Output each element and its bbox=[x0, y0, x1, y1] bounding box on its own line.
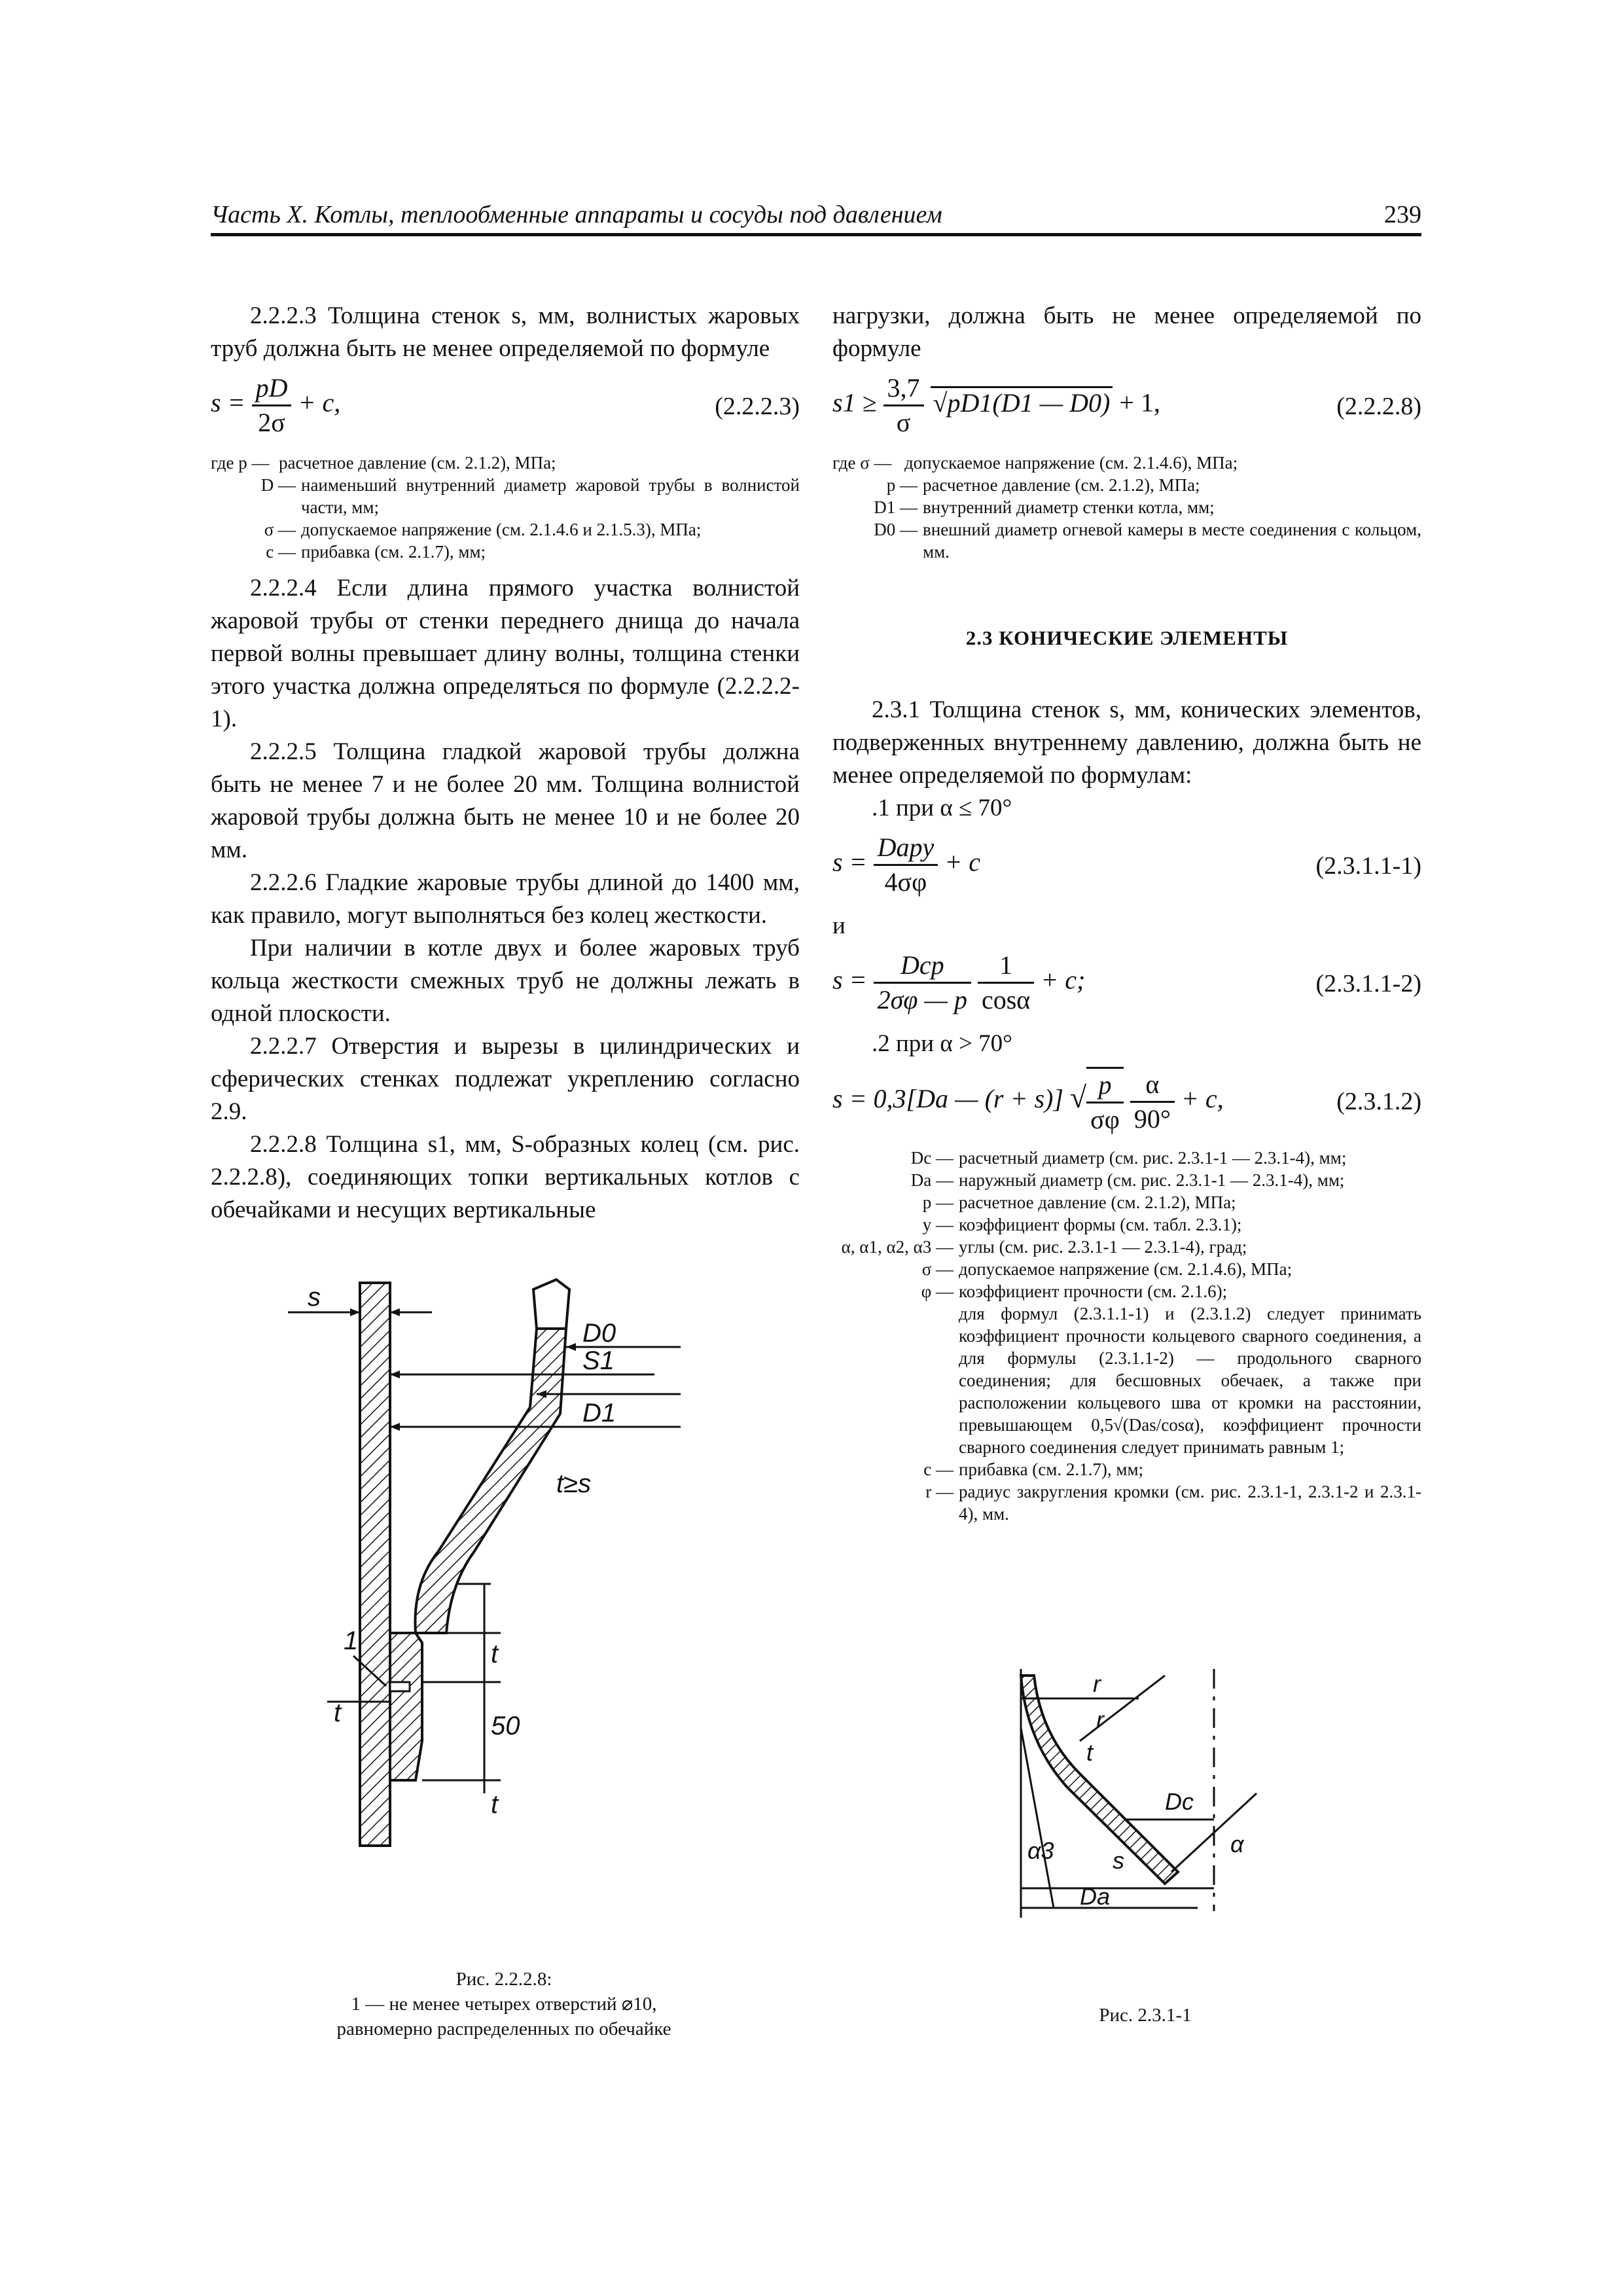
section-heading: 2.3 КОНИЧЕСКИЕ ЭЛЕМЕНТЫ bbox=[965, 626, 1289, 649]
formula-2-3-1-1-2: s = $\frac{\text{Dcp}}{2\sigma\varphi — p}$ $\frac{1}{\cos\alpha}$ + c; (2.3.1.1-2) bbox=[832, 950, 1421, 1014]
label-s: s bbox=[308, 1283, 321, 1312]
label-r-diag: r bbox=[1096, 1706, 1104, 1733]
label-dc: Dc bbox=[1165, 1788, 1194, 1815]
formula-2-3-1-1-1: s = $\frac{\text{Dapy}}{4\sigma\varphi}$ + c (2.3.1.1-1) bbox=[832, 833, 1421, 897]
figure-2-3-1-1 bbox=[982, 1662, 1289, 1924]
para-2-2-2-7: 2.2.2.7 Отверстия и вырезы в цилиндрических и сферических стенках подлежат укреплению согласно 2.9. bbox=[211, 1033, 800, 1125]
label-s: s bbox=[1113, 1847, 1124, 1874]
definitions-list bbox=[211, 452, 800, 563]
formula-number: (2.2.2.3) bbox=[715, 393, 800, 420]
para-2-2-2-6: 2.2.2.6 Гладкие жаровые трубы длиной до 1400 мм, как правило, могут выполняться без колец жесткости. bbox=[211, 869, 800, 929]
case-2: .2 при α > 70° bbox=[872, 1030, 1012, 1057]
definition-item: D — наименьший внутренний диаметр жаровой трубы в волнистой части, мм; bbox=[260, 475, 800, 517]
label-1: 1 bbox=[344, 1626, 359, 1655]
label-t-hole: t bbox=[334, 1698, 342, 1727]
label-d0: D0 bbox=[582, 1319, 616, 1348]
definition-item: где p — расчетное давление (см. 2.1.2), МПа; bbox=[211, 453, 556, 473]
formula-denominator: 2σ bbox=[258, 408, 285, 437]
definition-item: c — прибавка (см. 2.1.7), мм; bbox=[266, 542, 486, 562]
label-s1: S1 bbox=[582, 1346, 615, 1375]
para-2-2-2-5: 2.2.2.5 Толщина гладкой жаровой трубы должна быть не менее 7 и не более 20 мм. Толщина волнистой жаровой трубы должна быть не менее 10 и не более 20 мм. bbox=[211, 738, 800, 863]
right-column bbox=[832, 300, 1421, 1534]
para-rings: При наличии в котле двух и более жаровых труб кольца жесткости смежных труб не должны лежать в одной плоскости. bbox=[211, 935, 800, 1027]
page-number: 239 bbox=[1384, 201, 1421, 228]
formula-lhs: s = bbox=[211, 387, 245, 418]
label-t-lower: t bbox=[491, 1790, 499, 1819]
formula-numerator: pD bbox=[252, 372, 292, 406]
shell-wall bbox=[360, 1283, 390, 1846]
para-2-2-2-4: 2.2.2.4 Если длина прямого участка волнистой жаровой трубы от стенки переднего днища до начала первой волны превышает длину волны, толщина стенки этого участка должна определяться по формуле (2.2.2.2-1). bbox=[211, 575, 800, 732]
para-2-2-2-3: 2.2.2.3 Толщина стенок s, мм, волнистых жаровых труб должна быть не менее определяемой по формуле bbox=[211, 302, 800, 362]
definitions-list-2: Dc — расчетный диаметр (см. рис. 2.3.1-1 — 2.3.1-4), мм; Da — наружный диаметр (см. рис. 2.3.1-1 — 2.3.1-4), мм; p — расчетное давление (см. 2.1.2), МПа; y — коэффициент формы (см. табл. 2.3.1); α, α1, α2, α3 — углы (см. рис. 2.3.1-1 — 2.3.1-4), град; σ — допускаемое напряжение (см. 2.1.4.6), МПа; φ — коэффициент прочности (см. 2.1.6); для формул (2.3.1.1-1) и (2.3.1.2) следует принимать коэффициент прочности кольцевого сварного соединения, а для формулы (2.3.1.1-2) — продольного сварного соединения; для бесшовных обечаек, а также при расположении кольцевого шва от кромки на расстоянии, превышающем 0,5√(Das/cosα), коэффициент прочности сварного соединения следует принимать равным 1; c — прибавка (см. 2.1.7), мм; r — радиус закругления кромки (см. рис. 2.3.1-1, 2.3.1-2 и 2.3.1-4), мм. bbox=[841, 1148, 1421, 1524]
label-r-top: r bbox=[1093, 1670, 1101, 1697]
para-continued: нагрузки, должна быть не менее определяемой по формуле bbox=[832, 302, 1421, 362]
figure-caption-2-3-1-1: Рис. 2.3.1-1 bbox=[1099, 2005, 1192, 2026]
label-t-ge-s: t≥s bbox=[556, 1469, 592, 1498]
and-text: и bbox=[832, 912, 846, 939]
furnace-tube bbox=[533, 1280, 569, 1329]
label-d1: D1 bbox=[582, 1399, 616, 1427]
running-header bbox=[211, 196, 1421, 236]
figure-caption-2-2-2-8: Рис. 2.2.2.8: 1 — не менее четырех отверстий ⌀10, равномерно распределенных по обечайке bbox=[336, 1969, 671, 2039]
label-da: Da bbox=[1080, 1883, 1111, 1910]
left-column bbox=[211, 300, 800, 1227]
formula-2-2-2-8: s1 ≥ $\frac{3,7}{\sigma}$ √pD1(D1 — D0) + 1, (2.2.2.8) bbox=[832, 373, 1421, 437]
label-alpha: α bbox=[1230, 1831, 1244, 1857]
label-t-upper: t bbox=[491, 1640, 499, 1668]
para-2-2-2-8: 2.2.2.8 Толщина s1, мм, S-образных колец (см. рис. 2.2.2.8), соединяющих топки вертикальных котлов с обечайками и несущих вертикальные bbox=[211, 1131, 800, 1223]
label-50: 50 bbox=[491, 1712, 520, 1740]
case-1: .1 при α ≤ 70° bbox=[872, 795, 1012, 821]
formula-number: (2.2.2.8) bbox=[1336, 393, 1421, 420]
formula-2-2-2-3 bbox=[211, 372, 800, 444]
hole-1 bbox=[390, 1682, 410, 1691]
label-alpha3: α3 bbox=[1027, 1837, 1054, 1864]
header-title: Часть X. Котлы, теплообменные аппараты и сосуды под давлением bbox=[211, 201, 942, 228]
formula-tail: + c, bbox=[298, 387, 341, 418]
label-t: t bbox=[1086, 1739, 1094, 1766]
figure-2-2-2-8 bbox=[275, 1276, 733, 1944]
formula-2-3-1-2: s = 0,3[Da — (r + s)] √ $\frac{p}{\sigma\varphi}$ $\frac{\alpha}{90^\circ}$ + c, (2.3.1.2) bbox=[832, 1067, 1421, 1139]
definition-item: σ — допускаемое напряжение (см. 2.1.4.6 и 2.1.5.3), МПа; bbox=[264, 520, 702, 539]
definitions-list: где σ — допускаемое напряжение (см. 2.1.4.6), МПа; p — расчетное давление (см. 2.1.2), МПа; D1 — внутренний диаметр стенки котла, мм; D0 — внешний диаметр огневой камеры в месте соединения с кольцом, мм. bbox=[832, 453, 1421, 562]
para-2-3-1: 2.3.1 Толщина стенок s, мм, конических элементов, подверженных внутреннему давлению, должна быть не менее определяемой по формулам: bbox=[832, 696, 1421, 789]
ring-lower bbox=[390, 1633, 422, 1780]
